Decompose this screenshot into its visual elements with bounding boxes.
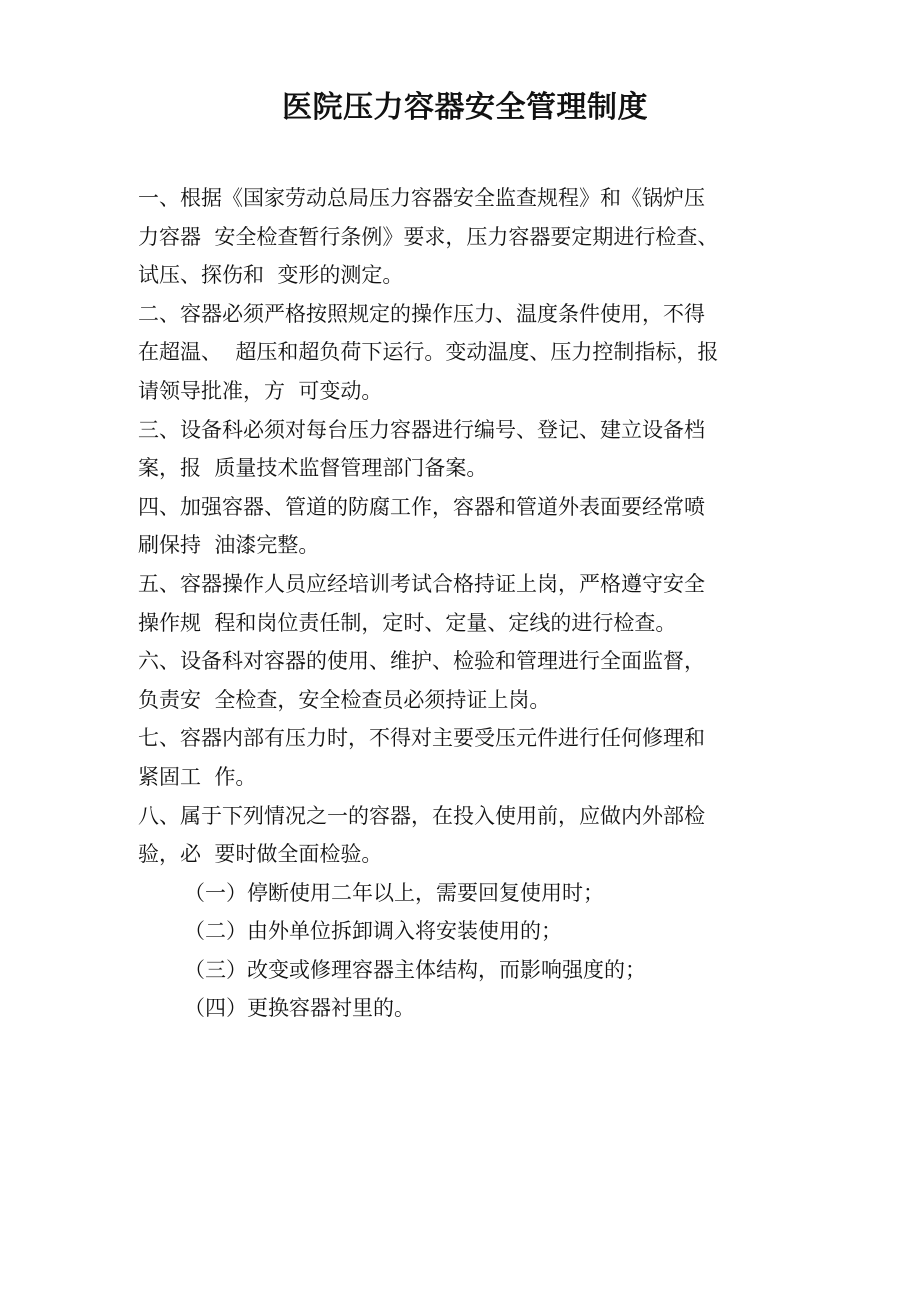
sub-item: （四）更换容器衬里的。 (184, 996, 415, 1021)
paragraph-line: 试压、探伤和 变形的测定。 (138, 263, 404, 288)
document-body (138, 179, 788, 1028)
paragraph-line: 三、设备科必须对每台压力容器进行编号、登记、建立设备档 (138, 417, 705, 442)
document-title: 医院压力容器安全管理制度 (282, 90, 648, 125)
paragraph-line: 八、属于下列情况之一的容器，在投入使用前，应做内外部检 (138, 803, 705, 828)
paragraph-line: 四、加强容器、管道的防腐工作，容器和管道外表面要经常喷 (138, 494, 705, 519)
paragraph-line: 二、容器必须严格按照规定的操作压力、温度条件使用，不得 (138, 301, 705, 326)
paragraph-line: 一、根据《国家劳动总局压力容器安全监查规程》和《锅炉压 (138, 186, 705, 210)
paragraph-line: 紧固工 作。 (138, 764, 257, 789)
paragraph-line: 操作规 程和岗位责任制，定时、定量、定线的进行检查。 (138, 610, 677, 635)
paragraph-line: 验，必 要时做全面检验。 (138, 842, 383, 867)
paragraph-line: 在超温、 超压和超负荷下运行。变动温度、压力控制指标，报 (138, 340, 719, 365)
paragraph-line: 请领导批准，方 可变动。 (138, 378, 383, 403)
paragraph-line: 五、容器操作人员应经培训考试合格持证上岗，严格遵守安全 (138, 571, 705, 596)
sub-item: （二）由外单位拆卸调入将安装使用的； (184, 919, 562, 944)
sub-item: （三）改变或修理容器主体结构，而影响强度的； (184, 957, 646, 982)
paragraph-line: 六、设备科对容器的使用、维护、检验和管理进行全面监督， (138, 649, 705, 674)
paragraph-line: 刷保持 油漆完整。 (138, 533, 320, 558)
paragraph-line: 负责安 全检查，安全检查员必须持证上岗。 (138, 687, 551, 712)
sub-item: （一）停断使用二年以上，需要回复使用时； (184, 880, 604, 905)
paragraph-line: 案，报 质量技术监督管理部门备案。 (138, 456, 488, 481)
paragraph-line: 七、容器内部有压力时，不得对主要受压元件进行任何修理和 (138, 726, 705, 751)
paragraph-line: 力容器 安全检查暂行条例》要求，压力容器要定期进行检查、 (138, 224, 719, 249)
